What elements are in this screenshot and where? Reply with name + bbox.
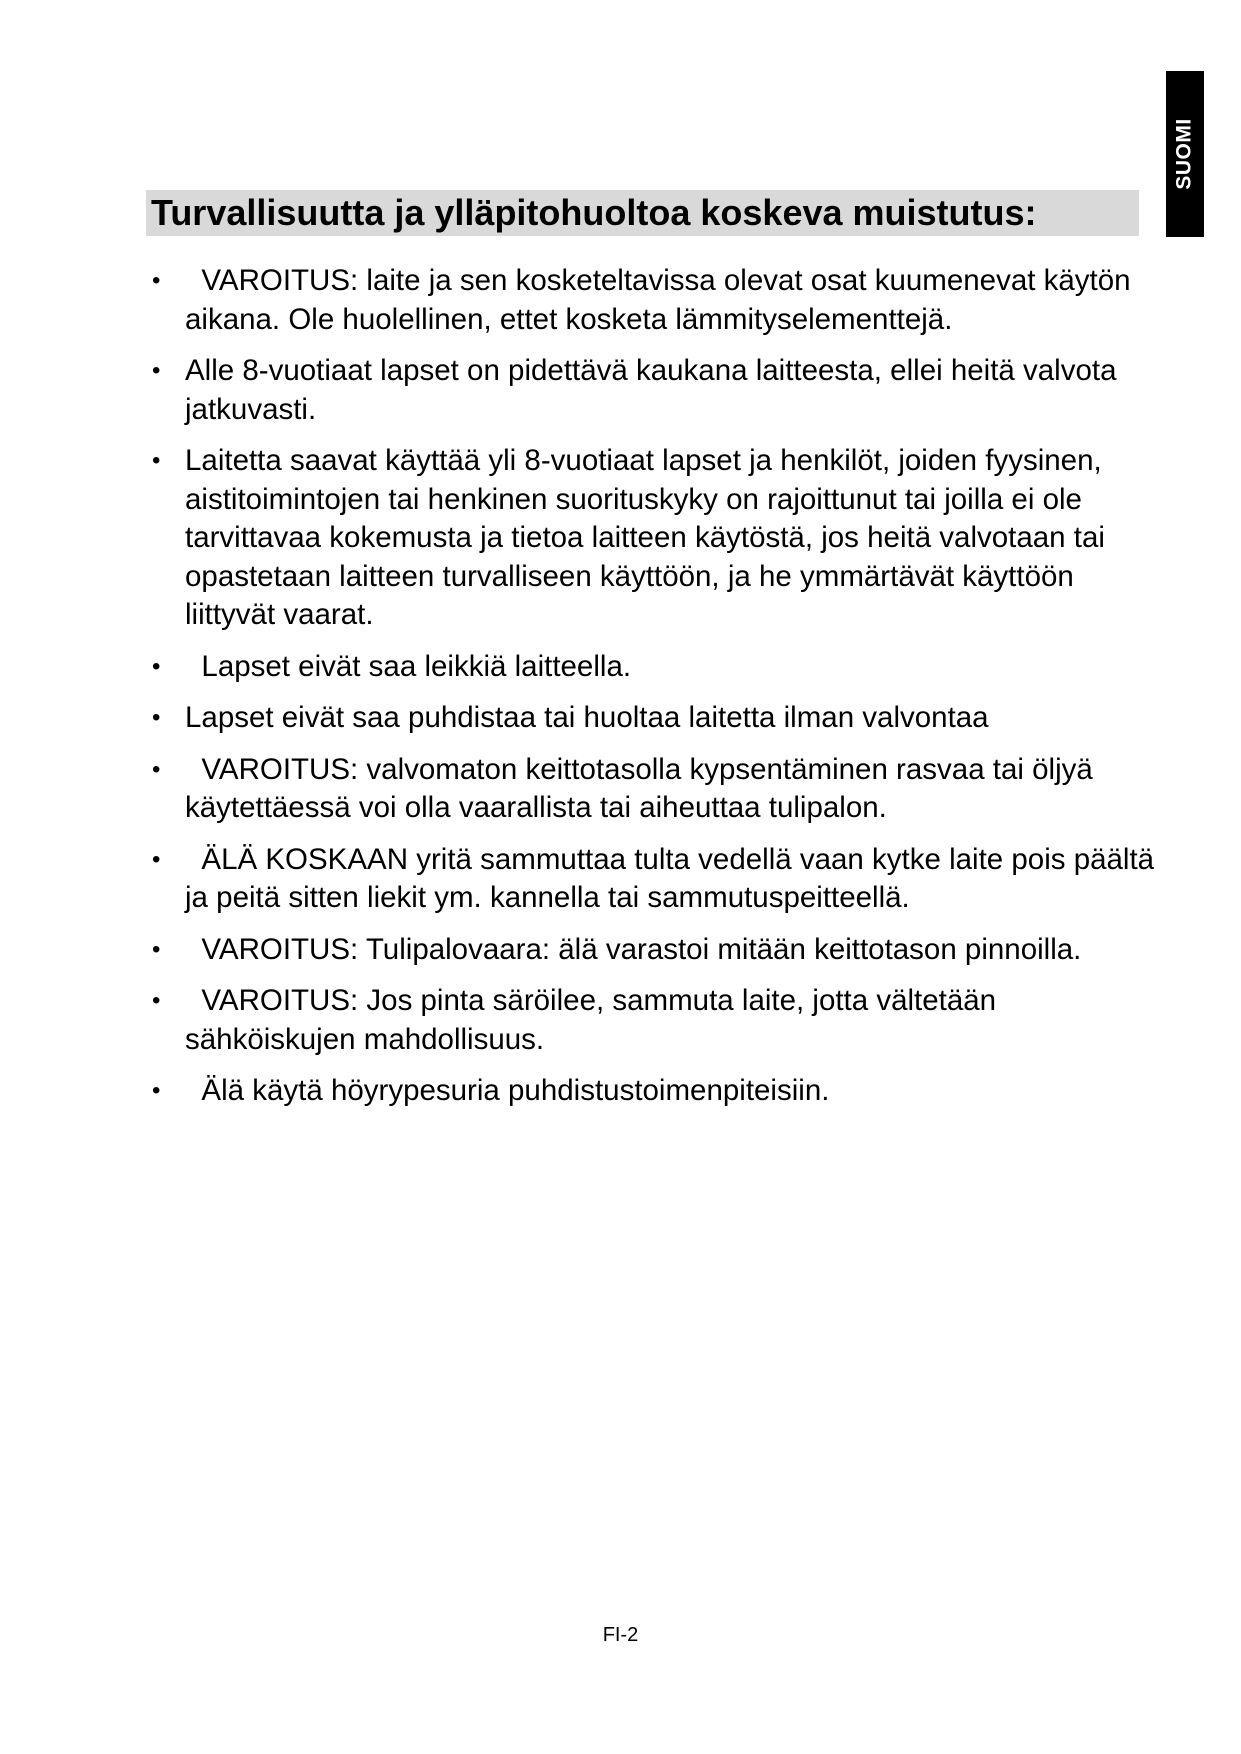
list-item-text: ÄLÄ KOSKAAN yritä sammuttaa tulta vedellä vaan kytke laite pois päältä ja peitä sitten liekit ym. kannella tai sammutuspeitteellä.: [185, 842, 1155, 914]
bullet-icon: •: [152, 755, 161, 783]
bullet-icon: •: [152, 652, 161, 680]
list-item: [145, 982, 1155, 1059]
page-title: Turvallisuutta ja ylläpitohuoltoa koskeva muistutus:: [151, 192, 1037, 233]
list-item: [145, 442, 1155, 635]
bullet-icon: •: [152, 987, 161, 1014]
bullet-icon: •: [152, 267, 161, 294]
list-item-text: Alle 8-vuotiaat lapset on pidettävä kaukana laitteesta, ellei heitä valvota jatkuvasti.: [185, 354, 1117, 426]
list-item-text: VAROITUS: Tulipalovaara: älä varastoi mitään keittotason pinnoilla.: [201, 932, 1082, 966]
list-item: [145, 931, 1155, 970]
list-item-text: Älä käytä höyrypesuria puhdistustoimenpiteisiin.: [201, 1074, 830, 1107]
list-item-text: Lapset eivät saa leikkiä laitteella.: [201, 649, 632, 683]
list-item: [145, 751, 1155, 828]
list-item: [145, 648, 1155, 687]
language-tab-label: SUOMI: [1173, 118, 1196, 190]
list-item: [145, 352, 1155, 429]
bullet-icon: •: [152, 447, 161, 474]
page-number: FI-2: [602, 1624, 639, 1646]
list-item-text: VAROITUS: laite ja sen kosketeltavissa olevat osat kuumenevat käytön aikana. Ole huolellinen, ettet kosketa lämmityselementtejä.: [185, 264, 1131, 336]
bullet-icon: •: [152, 845, 161, 873]
list-item-text: VAROITUS: Jos pinta säröilee, sammuta laite, jotta vältetään sähköiskujen mahdollisuus.: [185, 984, 997, 1056]
bullet-icon: •: [152, 704, 161, 731]
list-item: [145, 1072, 1155, 1111]
list-item: [145, 262, 1155, 339]
bullet-icon: •: [152, 1077, 161, 1104]
bullet-icon: •: [152, 357, 161, 384]
list-item-text: Laitetta saavat käyttää yli 8-vuotiaat lapset ja henkilöt, joiden fyysinen, aistitoimintojen tai henkinen suorituskyky on rajoittunut tai joilla ei ole tarvittavaa kokemusta ja tietoa laitteen käytöstä, jos heitä valvotaan tai opastetaan laitteen turvalliseen käyttöön, ja he ymmärtävät käyttöön liittyvät vaarat.: [185, 444, 1105, 631]
safety-notice-list: [145, 262, 1155, 1124]
bullet-icon: •: [152, 935, 161, 963]
section-title-bar: [146, 190, 1139, 236]
language-tab: [1166, 71, 1204, 237]
list-item-text: Lapset eivät saa puhdistaa tai huoltaa laitetta ilman valvontaa: [185, 701, 989, 734]
list-item: [145, 841, 1155, 918]
list-item-text: VAROITUS: valvomaton keittotasolla kypsentäminen rasvaa tai öljyä käytettäessä voi olla vaarallista tai aiheuttaa tulipalon.: [185, 752, 1093, 824]
list-item: [145, 699, 1155, 738]
